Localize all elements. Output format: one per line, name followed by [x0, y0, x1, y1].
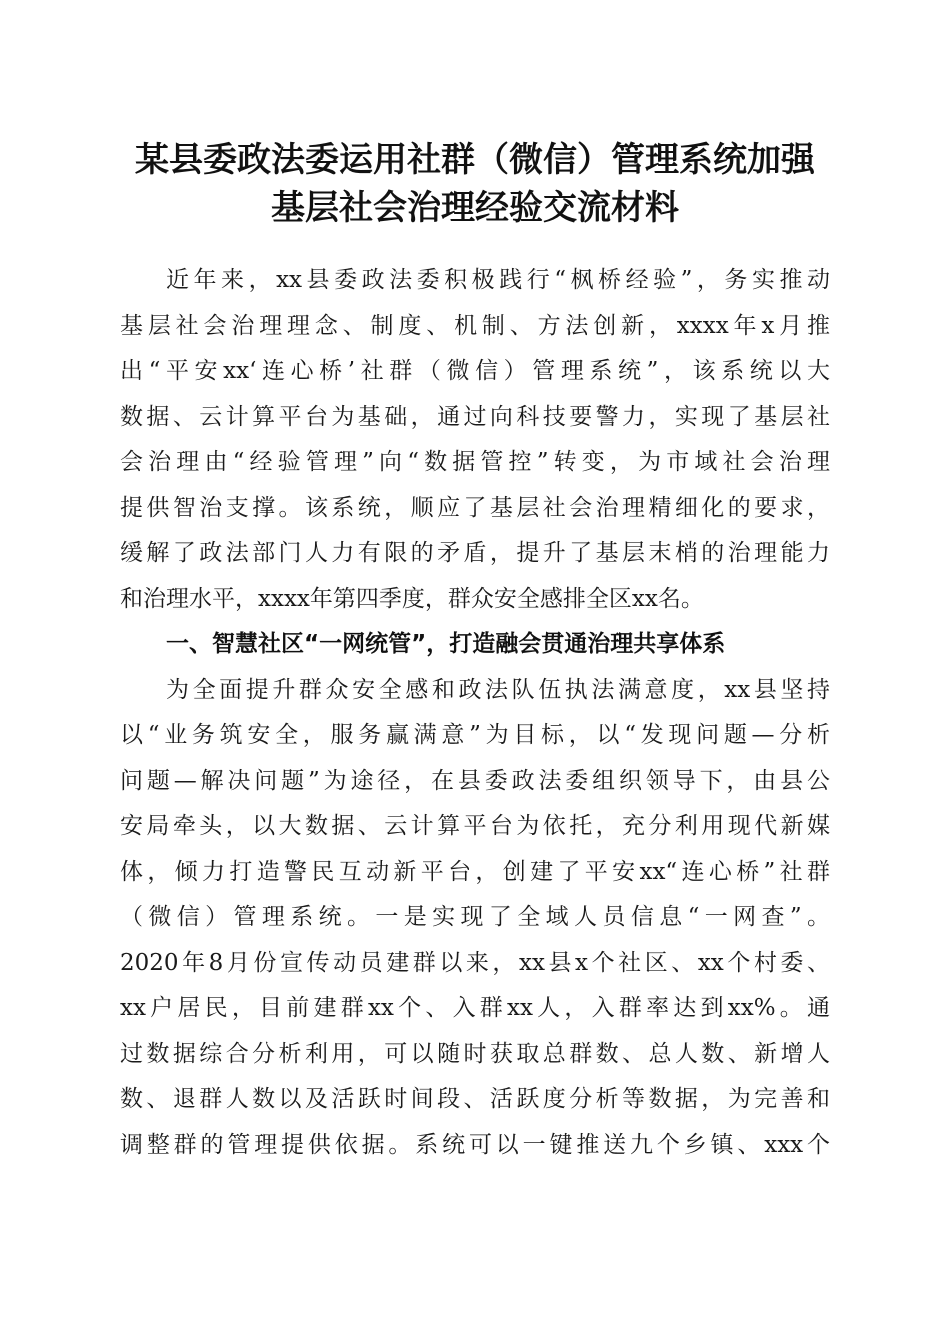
text-line: 过数据综合分析利用，可以随时获取总群数、总人数、新增人 — [120, 1040, 830, 1067]
text-line: 出“平安xx‘连心桥’社群（微信）管理系统”，该系统以大 — [120, 358, 830, 384]
text-line: 近年来，xx县委政法委积极践行“枫桥经验”，务实推动 — [166, 267, 830, 293]
text-line: xx户居民，目前建群xx个、入群xx人，入群率达到xx%。通 — [120, 995, 830, 1021]
text-line: 基层社会治理理念、制度、机制、方法创新，xxxx年x月推 — [120, 312, 830, 339]
section-paragraph — [120, 668, 830, 1169]
text-line: 问题—解决问题”为途径，在县委政法委组织领导下，由县公 — [120, 767, 830, 794]
title-line-1: 某县委政法委运用社群（微信）管理系统加强 — [135, 140, 815, 180]
intro-paragraph — [120, 258, 830, 622]
text-line: 数据、云计算平台为基础，通过向科技要警力，实现了基层社 — [120, 403, 830, 430]
section-heading: 一、智慧社区“一网统管”，打造融会贯通治理共享体系 — [166, 631, 726, 657]
document-title — [100, 136, 850, 232]
text-line: 数、退群人数以及活跃时间段、活跃度分析等数据，为完善和 — [120, 1086, 830, 1112]
text-line: 2020年8月份宣传动员建群以来，xx县x个社区、xx个村委、 — [120, 949, 830, 976]
text-line: 安局牵头，以大数据、云计算平台为依托，充分利用现代新媒 — [120, 813, 830, 839]
text-line: 会治理由“经验管理”向“数据管控”转变，为市域社会治理 — [120, 449, 830, 475]
text-line: （微信）管理系统。一是实现了全域人员信息“一网查”。 — [120, 904, 830, 930]
text-line: 调整群的管理提供依据。系统可以一键推送九个乡镇、xxx个 — [120, 1131, 830, 1158]
title-line-2: 基层社会治理经验交流材料 — [271, 188, 679, 228]
text-line: 为全面提升群众安全感和政法队伍执法满意度，xx县坚持 — [166, 676, 830, 703]
text-line: 以“业务筑安全，服务赢满意”为目标，以“发现问题—分析 — [120, 722, 830, 748]
text-line: 体，倾力打造警民互动新平台，创建了平安xx“连心桥”社群 — [120, 858, 830, 885]
text-line: 提供智治支撑。该系统，顺应了基层社会治理精细化的要求， — [120, 494, 830, 521]
text-line: 缓解了政法部门人力有限的矛盾，提升了基层末梢的治理能力 — [120, 540, 830, 566]
document-body — [120, 258, 830, 1168]
text-line: 和治理水平，xxxx年第四季度，群众安全感排全区xx名。 — [120, 585, 704, 612]
